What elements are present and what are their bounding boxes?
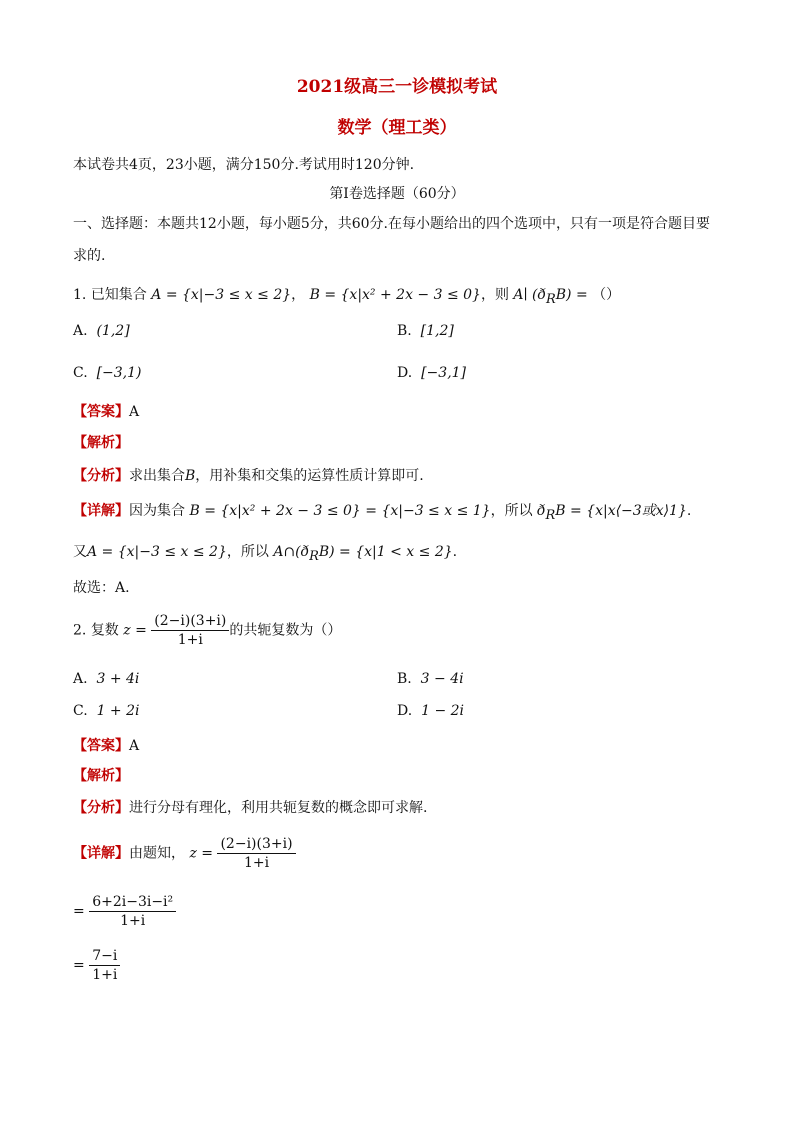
analysis-summary: 【分析】求出集合B，用补集和交集的运算性质计算即可. [73, 468, 424, 484]
option-a: A. 3 + 4i [73, 671, 140, 687]
document-title: 2021级高三一诊模拟考试 [296, 77, 498, 97]
option-b: B. 3 − 4i [397, 671, 464, 687]
answer-line: 【答案】A [73, 738, 140, 754]
option-d: D. 1 − 2i [397, 703, 465, 719]
part-heading-line1: 一、选择题：本题共12小题，每小题5分，共60分.在每小题给出的四个选项中，只有一项是符合题目要 [73, 216, 710, 232]
set-b-expression: B = {x|x² + 2x − 3 ≤ 0} [309, 287, 481, 303]
question-number: 1. [73, 287, 87, 303]
section-title: 第I卷选择题（60分） [329, 186, 465, 202]
option-c: C. 1 + 2i [73, 703, 140, 719]
detail-line-2: 又A = {x|−3 ≤ x ≤ 2}，所以 $A\cap(ð_RB) = \{x|1 < x \le 2\}$. [73, 544, 458, 564]
answer-value: A [129, 404, 140, 420]
option-b: B. [1,2] [397, 323, 454, 339]
then-text: ，则 [480, 287, 509, 303]
detail-line: 【详解】由题知， z = $\frac{(2-i)(3+i)}{1+i}$ [73, 835, 296, 872]
option-c: C. [−3,1) [73, 365, 142, 381]
option-d: D. [−3,1] [397, 365, 467, 381]
target-expression: A∣ $(ð_RB)$ = [513, 287, 588, 307]
question-2-stem: 2. 复数 z = $\frac{(2-i)(3+i)}{1+i}$ 的共轭复数为（） [73, 613, 342, 648]
step-2: = $\frac{7-i}{1+i}$ [73, 947, 120, 984]
answer-blank: （） [592, 287, 621, 303]
part-heading-line2: 求的. [73, 248, 106, 264]
detail-line-1: 【详解】因为集合 B = {x|x² + 2x − 3 ≤ 0} = {x|−3 ≤ x ≤ 1}，所以 $ð_RB$ = {x|x⟨−3或x⟩1}. [73, 503, 692, 523]
set-a-expression: A = {x|−3 ≤ x ≤ 2} [151, 287, 292, 303]
intro-text: 本试卷共4页，23小题，满分150分.考试用时120分钟. [73, 157, 415, 173]
analysis-summary: 【分析】进行分母有理化，利用共轭复数的概念即可求解. [73, 800, 428, 816]
conclusion: 故选：A. [73, 580, 130, 596]
document-subtitle: 数学（理工类） [337, 118, 457, 138]
analysis-tag: 【解析】 [73, 768, 129, 784]
question-1-stem [73, 284, 620, 307]
comma: ， [291, 287, 306, 303]
step-1: = $\frac{\text{6+2i−3i−i²}}{1+i}$ [73, 893, 176, 930]
fraction: $\frac{(2-i)(3+i)}{1+i}$ [151, 612, 229, 649]
answer-tag: 【答案】 [73, 404, 129, 420]
question-text: 已知集合 [90, 287, 147, 303]
answer-line [73, 401, 139, 421]
analysis-tag: 【解析】 [73, 435, 129, 451]
option-a: A. (1,2] [73, 323, 130, 339]
